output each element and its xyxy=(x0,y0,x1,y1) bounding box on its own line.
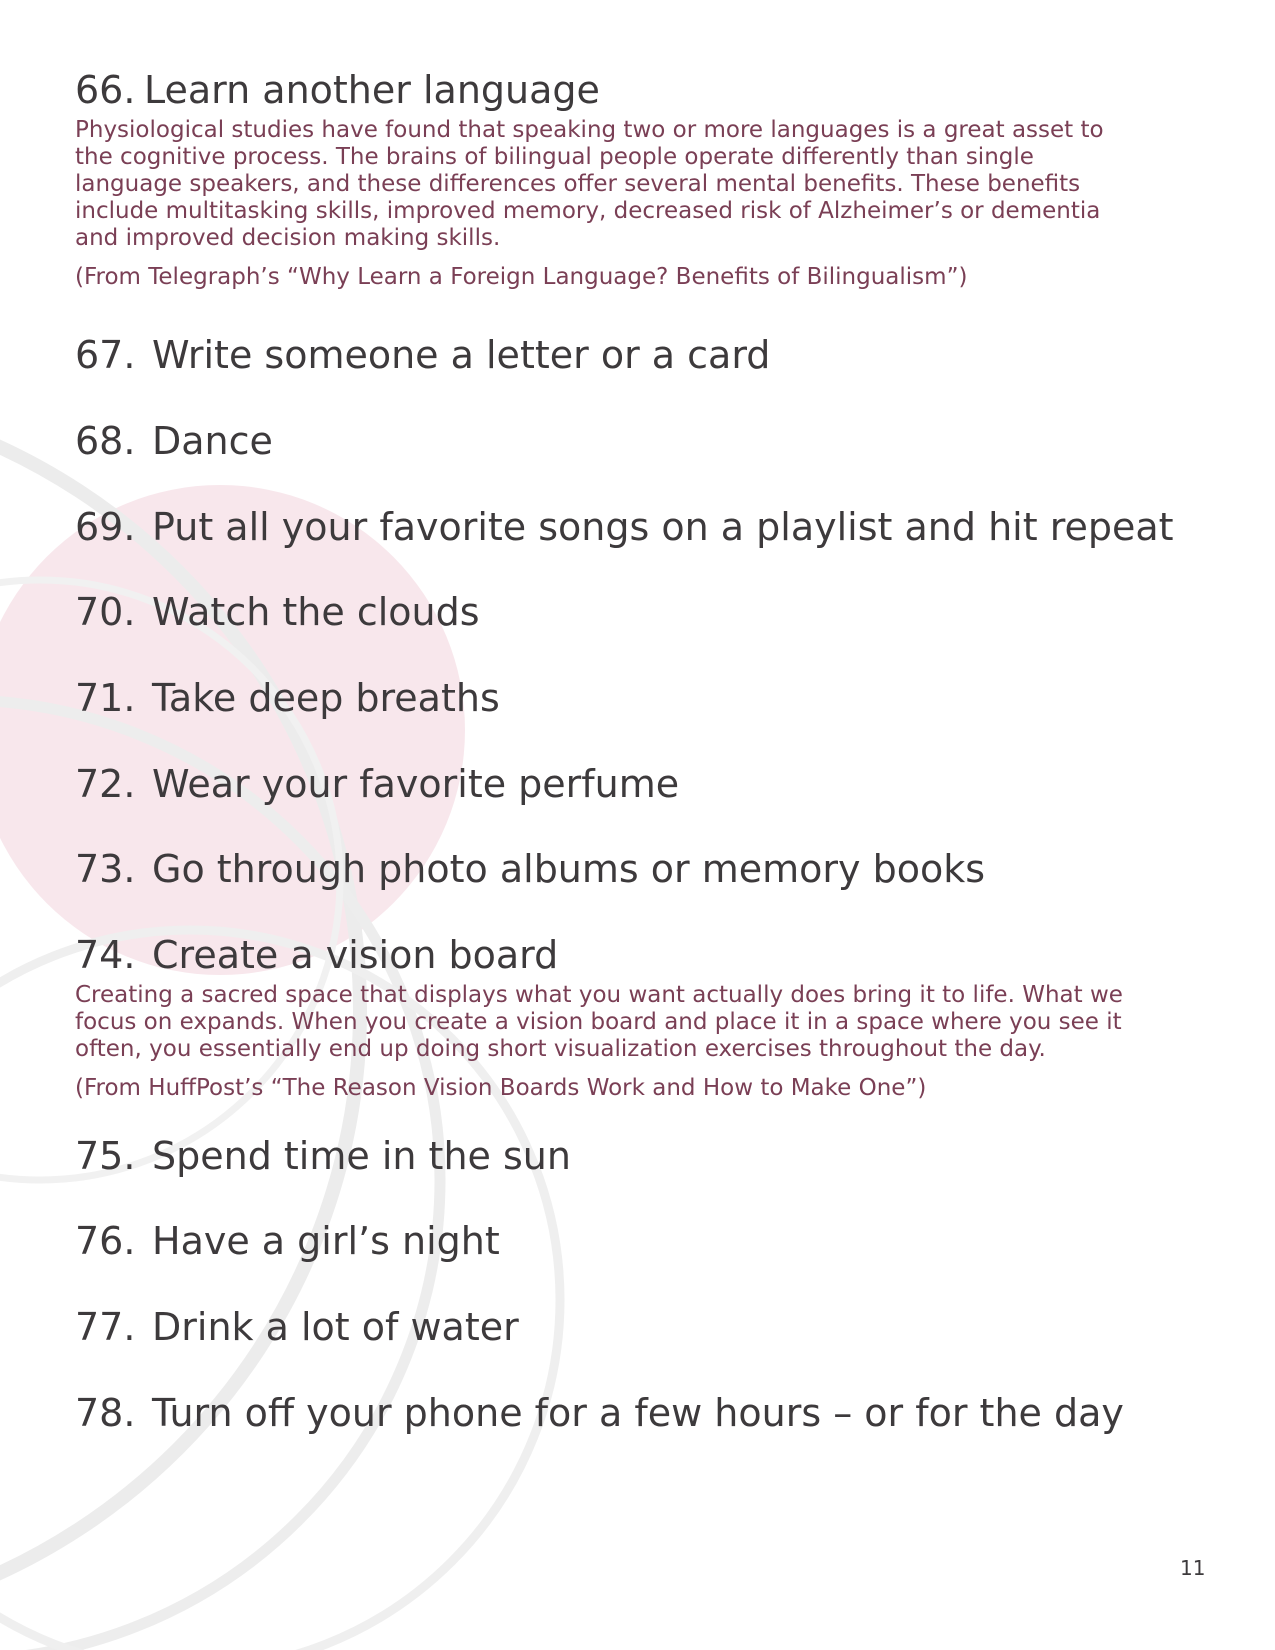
item-number: 74. xyxy=(75,933,136,977)
item-title: Have a girl’s night xyxy=(152,1219,500,1263)
description-line: focus on expands. When you create a vision board and place it in a space where you see it xyxy=(75,1009,1122,1035)
list-item-70 xyxy=(75,590,1205,634)
item-heading xyxy=(75,68,1205,112)
item-title: Learn another language xyxy=(144,68,600,112)
item-heading xyxy=(75,1219,1205,1263)
description-line: language speakers, and these differences offer several mental benefits. These benefits xyxy=(75,171,1081,197)
item-heading xyxy=(75,1391,1205,1435)
list-item-77 xyxy=(75,1305,1205,1349)
item-heading xyxy=(75,333,1205,377)
list-item-72 xyxy=(75,762,1205,806)
item-heading xyxy=(75,1305,1205,1349)
source-citation: (From HuffPost’s “The Reason Vision Boards Work and How to Make One”) xyxy=(75,1075,927,1101)
item-number: 68. xyxy=(75,419,136,463)
item-heading xyxy=(75,505,1205,549)
item-title: Create a vision board xyxy=(152,933,559,977)
item-description xyxy=(75,117,1205,252)
item-title: Go through photo albums or memory books xyxy=(152,847,986,891)
description-line: include multitasking skills, improved memory, decreased risk of Alzheimer’s or dementia xyxy=(75,198,1101,224)
item-number: 67. xyxy=(75,333,136,377)
item-title: Wear your favorite perfume xyxy=(152,762,680,806)
item-heading xyxy=(75,419,1205,463)
item-title: Turn off your phone for a few hours – or for the day xyxy=(152,1391,1124,1435)
description-line: often, you essentially end up doing short visualization exercises throughout the day. xyxy=(75,1036,1046,1062)
list-item-76 xyxy=(75,1219,1205,1263)
item-number: 77. xyxy=(75,1305,136,1349)
list-item-69 xyxy=(75,505,1205,549)
item-heading xyxy=(75,1134,1205,1178)
item-number: 66. xyxy=(75,68,136,112)
item-number: 69. xyxy=(75,505,136,549)
item-number: 73. xyxy=(75,847,136,891)
item-number: 72. xyxy=(75,762,136,806)
list-item-71 xyxy=(75,676,1205,720)
item-number: 76. xyxy=(75,1219,136,1263)
list-item-68 xyxy=(75,419,1205,463)
item-title: Put all your favorite songs on a playlist and hit repeat xyxy=(152,505,1174,549)
item-title: Spend time in the sun xyxy=(152,1134,571,1178)
description-line: Creating a sacred space that displays what you want actually does bring it to life. What we xyxy=(75,982,1123,1008)
item-title: Watch the clouds xyxy=(152,590,480,634)
item-number: 78. xyxy=(75,1391,136,1435)
description-line: the cognitive process. The brains of bilingual people operate differently than single xyxy=(75,144,1034,170)
item-number: 70. xyxy=(75,590,136,634)
item-heading xyxy=(75,676,1205,720)
item-heading xyxy=(75,847,1205,891)
item-description xyxy=(75,982,1205,1063)
item-number: 71. xyxy=(75,676,136,720)
item-title: Drink a lot of water xyxy=(152,1305,519,1349)
item-title: Write someone a letter or a card xyxy=(152,333,771,377)
item-heading xyxy=(75,933,1205,977)
list-item-75 xyxy=(75,1134,1205,1178)
item-heading xyxy=(75,590,1205,634)
list-item-66 xyxy=(75,68,1205,291)
item-title: Take deep breaths xyxy=(152,676,500,720)
item-title: Dance xyxy=(152,419,273,463)
list-item-73 xyxy=(75,847,1205,891)
page-number: 11 xyxy=(1180,1556,1206,1580)
description-line: Physiological studies have found that speaking two or more languages is a great asset to xyxy=(75,117,1104,143)
list-item-74 xyxy=(75,933,1205,1102)
item-number: 75. xyxy=(75,1134,136,1178)
item-heading xyxy=(75,762,1205,806)
description-line: and improved decision making skills. xyxy=(75,225,501,251)
list-item-78 xyxy=(75,1391,1205,1435)
list-item-67 xyxy=(75,333,1205,377)
source-citation: (From Telegraph’s “Why Learn a Foreign Language? Benefits of Bilingualism”) xyxy=(75,264,968,290)
